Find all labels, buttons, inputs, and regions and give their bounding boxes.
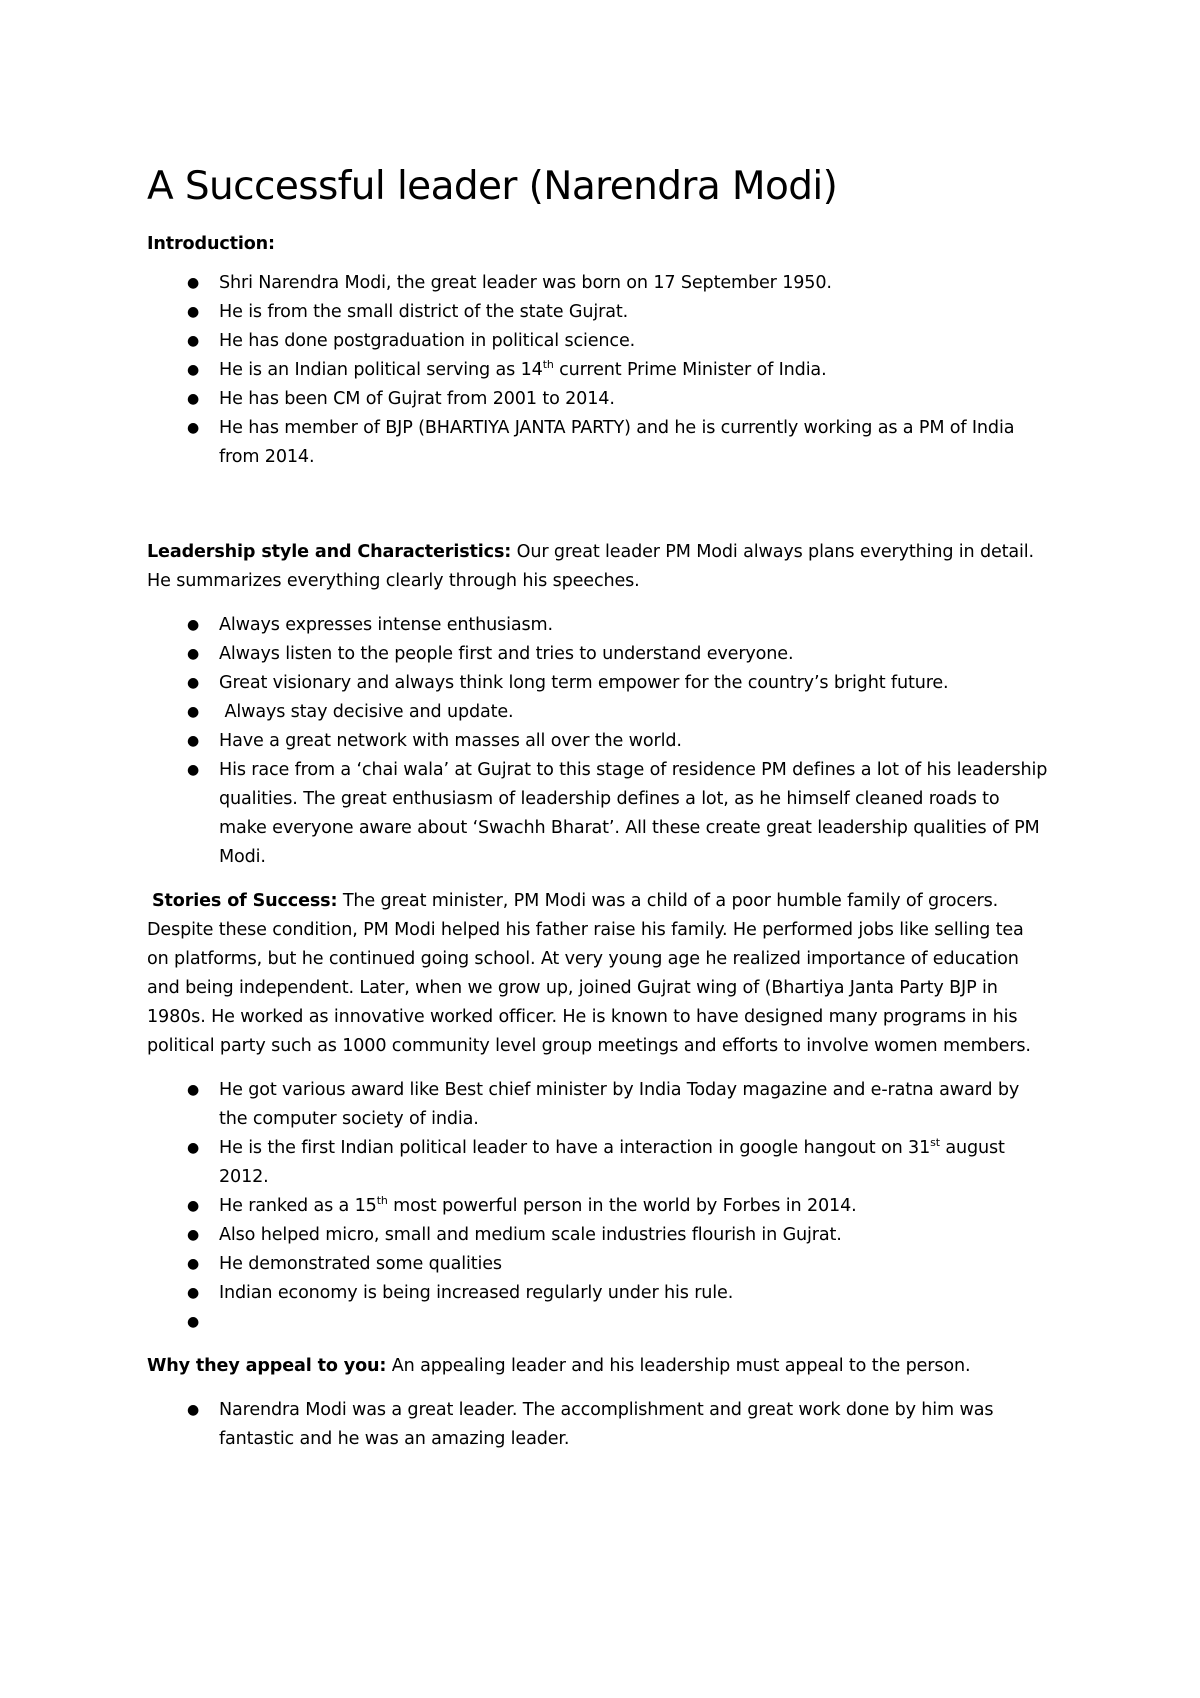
introduction-heading: Introduction: bbox=[147, 234, 275, 254]
leadership-heading: Leadership style and Characteristics: bbox=[147, 542, 512, 562]
bullet-icon: ● bbox=[186, 733, 200, 749]
list-item: ● He has been CM of Gujrat from 2001 to 2014. bbox=[147, 385, 1050, 414]
bullet-icon: ● bbox=[186, 762, 200, 778]
appeal-heading: Why they appeal to you: bbox=[147, 1356, 387, 1376]
bullet-icon: ● bbox=[186, 1140, 200, 1156]
bullet-icon: ● bbox=[186, 1082, 200, 1098]
list-item: ● Great visionary and always think long term empower for the country’s bright future. bbox=[147, 669, 1050, 698]
bullet-icon: ● bbox=[186, 1285, 200, 1301]
list-item: ● He ranked as a 15th most powerful person in the world by Forbes in 2014. bbox=[147, 1192, 1050, 1221]
document-title: A Successful leader (Narendra Modi) bbox=[147, 164, 838, 209]
bullet-icon: ● bbox=[186, 1198, 200, 1214]
bullet-icon: ● bbox=[186, 617, 200, 633]
bullet-icon: ● bbox=[186, 420, 200, 436]
list-item: ● He is an Indian political serving as 14th current Prime Minister of India. bbox=[147, 356, 1050, 385]
bullet-icon: ● bbox=[186, 1402, 200, 1418]
list-item: ● Always expresses intense enthusiasm. bbox=[147, 611, 1050, 640]
list-item: ● Always stay decisive and update. bbox=[147, 698, 1050, 727]
bullet-icon: ● bbox=[186, 362, 200, 378]
list-item: ● Narendra Modi was a great leader. The accomplishment and great work done by him was fantastic and he was an amazing leader. bbox=[147, 1396, 1050, 1454]
appeal-list bbox=[147, 1396, 1050, 1454]
bullet-icon: ● bbox=[186, 275, 200, 291]
appeal-paragraph: Why they appeal to you: An appealing leader and his leadership must appeal to the person. bbox=[147, 1356, 971, 1376]
stories-heading: Stories of Success: bbox=[152, 891, 338, 911]
leadership-paragraph: Leadership style and Characteristics: Our great leader PM Modi always plans everything in detail. He summarizes everything clearly through his speeches. bbox=[147, 542, 1034, 591]
list-item: ● Shri Narendra Modi, the great leader was born on 17 September 1950. bbox=[147, 269, 1050, 298]
bullet-icon: ● bbox=[186, 675, 200, 691]
bullet-icon: ● bbox=[186, 304, 200, 320]
list-item: ● He is the first Indian political leader to have a interaction in google hangout on 31st august 2012. bbox=[147, 1134, 1050, 1192]
list-item: ● He got various award like Best chief minister by India Today magazine and e-ratna award by the computer society of india. bbox=[147, 1076, 1050, 1134]
bullet-icon: ● bbox=[186, 333, 200, 349]
list-item: ● Indian economy is being increased regularly under his rule. bbox=[147, 1279, 1050, 1308]
list-item: ● His race from a ‘chai wala’ at Gujrat to this stage of residence PM defines a lot of his leadership qualities. The great enthusiasm of leadership defines a lot, as he himself cleaned roads to make everyone aware about ‘Swachh Bharat’. All these create great leadership qualities of PM Modi. bbox=[147, 756, 1050, 872]
list-item: ● He has member of BJP (BHARTIYA JANTA PARTY) and he is currently working as a PM of India from 2014. bbox=[147, 414, 1050, 472]
list-item: ● Have a great network with masses all over the world. bbox=[147, 727, 1050, 756]
list-item: ● Always listen to the people first and tries to understand everyone. bbox=[147, 640, 1050, 669]
bullet-icon: ● bbox=[186, 1227, 200, 1243]
stories-paragraph: Stories of Success: The great minister, PM Modi was a child of a poor humble family of grocers. Despite these condition, PM Modi helped his father raise his family. He performed jobs like selling tea on platforms, but he continued going school. At very young age he realized importance of education and being independent. Later, when we grow up, joined Gujrat wing of (Bhartiya Janta Party BJP in 1980s. He worked as innovative worked officer. He is known to have designed many programs in his political party such as 1000 community level group meetings and efforts to involve women members. bbox=[147, 891, 1031, 1056]
list-item: ● He is from the small district of the state Gujrat. bbox=[147, 298, 1050, 327]
list-item: ● He has done postgraduation in political science. bbox=[147, 327, 1050, 356]
list-item: ● He demonstrated some qualities bbox=[147, 1250, 1050, 1279]
bullet-icon: ● bbox=[186, 646, 200, 662]
bullet-icon: ● bbox=[186, 391, 200, 407]
leadership-list bbox=[147, 611, 1050, 872]
introduction-list bbox=[147, 269, 1050, 472]
bullet-icon: ● bbox=[186, 704, 200, 720]
list-item bbox=[147, 1308, 1050, 1337]
bullet-icon: ● bbox=[186, 1256, 200, 1272]
bullet-icon: ● bbox=[186, 1314, 200, 1330]
list-item: ● Also helped micro, small and medium scale industries flourish in Gujrat. bbox=[147, 1221, 1050, 1250]
stories-list bbox=[147, 1076, 1050, 1337]
